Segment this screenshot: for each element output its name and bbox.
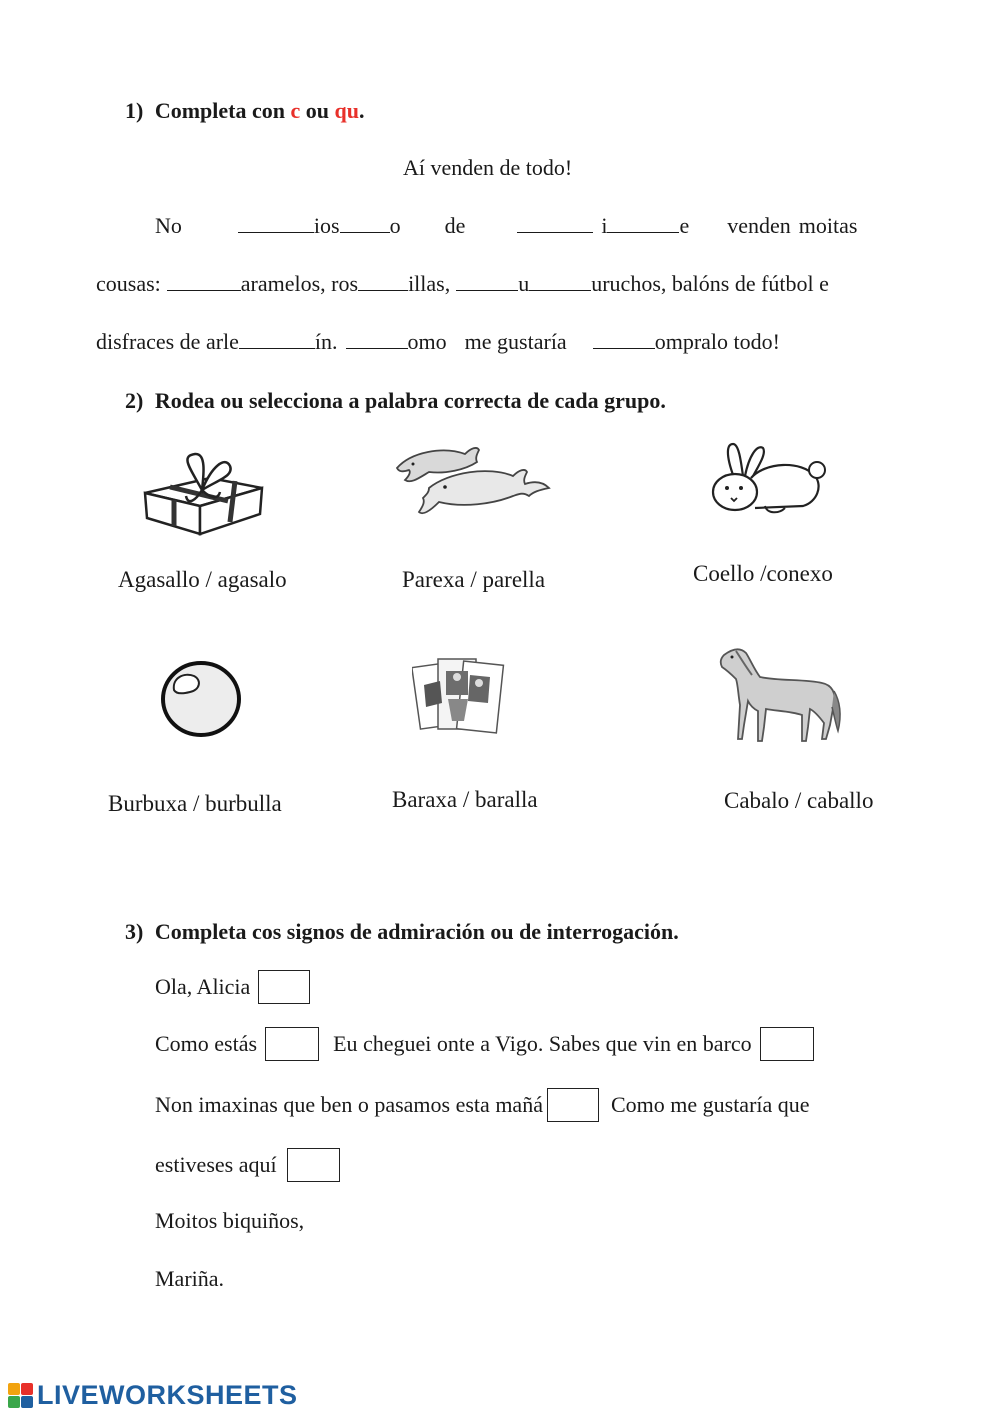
bubble-picture [160,660,244,738]
letter-line-3 [155,1088,810,1122]
dolphins-picture [393,440,553,520]
fill-blank[interactable] [167,272,241,291]
fill-blank[interactable] [517,214,593,233]
letter-text: estiveses aquí [155,1152,277,1177]
caption-playing-cards[interactable]: Baraxa / baralla [392,787,538,812]
option-qu: qu [334,98,359,123]
punctuation-box[interactable] [287,1148,340,1182]
punctuation-box[interactable] [547,1088,599,1122]
caption-dolphins[interactable]: Parexa / parella [402,567,546,592]
text-line-1 [155,213,857,239]
letter-line-6: Mariña. [155,1266,225,1291]
word: aramelos, ros [240,271,359,296]
section1-subtitle: Aí venden de todo! [403,155,573,180]
letter-line-2 [155,1027,814,1061]
word: illas, [408,271,451,296]
section3-title: Completa cos signos de admiración ou de interrogación. [154,919,679,944]
word: uruchos, balóns de fútbol e [591,271,829,296]
liveworksheets-logo-icon [8,1383,34,1409]
word: de [444,213,466,238]
section1-number: 1) [125,98,144,123]
word: cousas: [96,271,161,296]
punctuation-box[interactable] [258,970,310,1004]
section1-heading [125,98,364,124]
word: ín. [314,329,338,354]
option-c: c [290,98,301,123]
word: o [389,213,401,238]
gift-box-icon [140,448,265,538]
fill-blank[interactable] [346,330,408,349]
rabbit-icon [705,440,830,520]
horse-icon [718,645,848,745]
text-line-2 [96,271,829,297]
word: me gustaría [464,329,567,354]
caption-rabbit[interactable]: Coello /conexo [693,561,833,586]
caption-gift-box[interactable]: Agasallo / agasalo [118,567,287,592]
fill-blank[interactable] [529,272,591,291]
word: e [679,213,690,238]
rabbit-picture [705,440,830,520]
word: ompralo todo! [654,329,780,354]
letter-text: Eu cheguei onte a Vigo. Sabes que vin en barco [333,1031,752,1056]
word: moitas [798,213,858,238]
section2-number: 2) [125,388,144,413]
section3-number: 3) [125,919,144,944]
liveworksheets-logo[interactable] [8,1380,298,1411]
letter-line-5: Moitos biquiños, [155,1208,305,1233]
fill-blank[interactable] [340,214,390,233]
brand-name: LIVEWORKSHEETS [37,1380,298,1410]
section2-title: Rodea ou selecciona a palabra correcta de cada grupo. [154,388,666,413]
playing-cards-picture [412,655,507,735]
letter-text: Ola, Alicia [155,974,251,999]
word: i [601,213,608,238]
gift-box-picture [140,448,265,538]
section1-title-end: . [358,98,365,123]
word: omo [407,329,447,354]
section2-heading [125,388,666,414]
text-line-3 [96,329,780,355]
letter-text: Como estás [155,1031,258,1056]
letter-text: Como me gustaría que [610,1092,810,1117]
fill-blank[interactable] [607,214,679,233]
fill-blank[interactable] [593,330,655,349]
caption-bubble[interactable]: Burbuxa / burbulla [108,791,282,816]
letter-line-1 [155,970,310,1004]
word: ios [313,213,340,238]
bubble-icon [160,660,244,738]
fill-blank[interactable] [358,272,408,291]
fill-blank[interactable] [238,214,314,233]
caption-horse[interactable]: Cabalo / caballo [724,788,874,813]
section1-title-start: Completa con [154,98,291,123]
fill-blank[interactable] [456,272,518,291]
word: u [518,271,530,296]
punctuation-box[interactable] [265,1027,319,1061]
horse-picture [718,645,848,745]
word: venden [727,213,791,238]
punctuation-box[interactable] [760,1027,814,1061]
playing-cards-icon [412,655,507,735]
word: disfraces de arle [96,329,239,354]
letter-text: Non imaxinas que ben o pasamos esta mañá [155,1092,543,1117]
section1-connector: ou [300,98,335,123]
dolphins-icon [393,440,553,520]
section3-heading [125,919,679,945]
word: No [155,213,182,238]
letter-line-4 [155,1148,340,1182]
fill-blank[interactable] [239,330,315,349]
